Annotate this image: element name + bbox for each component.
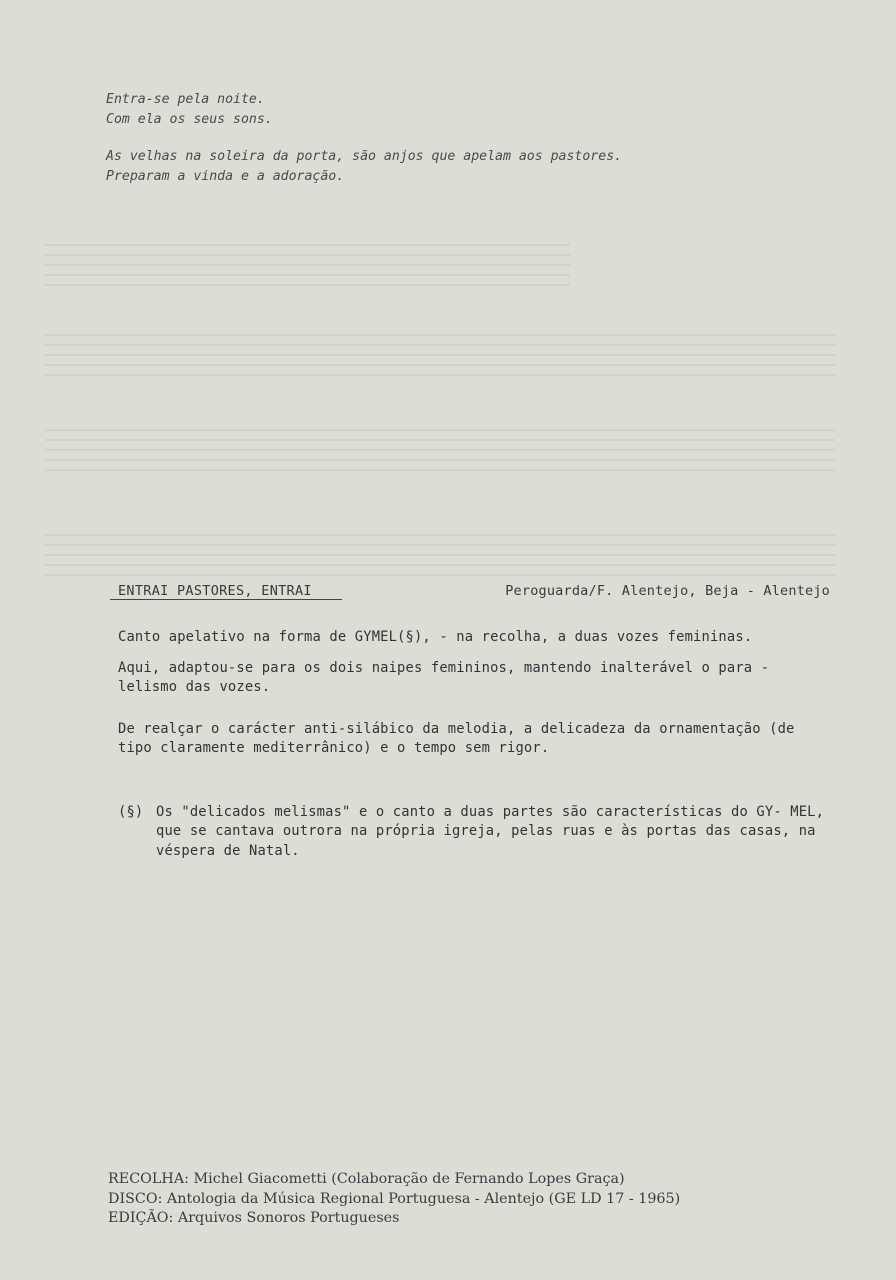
notes-paragraph: Canto apelativo na forma de GYMEL(§), - na recolha, a duas vozes femininas.: [118, 629, 753, 645]
song-notes: [118, 628, 833, 861]
song-origin: Peroguarda/F. Alentejo, Beja - Alentejo: [505, 583, 830, 599]
intro-verse: [106, 90, 826, 186]
notes-paragraph: De realçar o carácter anti-silábico da melodia, a delicadeza da ornamentação (de tipo claramente mediterrânico) e o tempo sem rigor.: [118, 720, 795, 756]
intro-line: Preparam a vinda e a adoração.: [106, 168, 345, 184]
song-title: ENTRAI PASTORES, ENTRAI: [118, 583, 312, 599]
credit-disco: DISCO: Antologia da Música Regional Portuguesa - Alentejo (GE LD 17 - 1965): [108, 1190, 681, 1207]
footnote-text: Os "delicados melismas" e o canto a duas partes são características do GY- MEL, que se cantava outrora na própria igreja, pelas ruas e às portas das casas, na véspera de Natal.: [156, 803, 825, 859]
credit-edicao: EDIÇÃO: Arquivos Sonoros Portugueses: [108, 1210, 400, 1226]
intro-line: Entra-se pela noite.: [106, 92, 265, 107]
intro-line: Com ela os seus sons.: [106, 111, 273, 127]
song-heading: [118, 580, 830, 602]
bleed-through-score-watermark: [40, 215, 840, 595]
credit-recolha: RECOLHA: Michel Giacometti (Colaboração de Fernando Lopes Graça): [108, 1171, 625, 1187]
footnote-mark: (§): [118, 803, 144, 820]
notes-paragraph: Aqui, adaptou-se para os dois naipes femininos, mantendo inalterável o para - lelismo das vozes.: [118, 659, 770, 695]
title-underline: [110, 599, 342, 600]
footnote: [118, 803, 833, 862]
intro-line: As velhas na soleira da porta, são anjos que apelam aos pastores.: [106, 149, 623, 164]
credits: [108, 1170, 828, 1229]
